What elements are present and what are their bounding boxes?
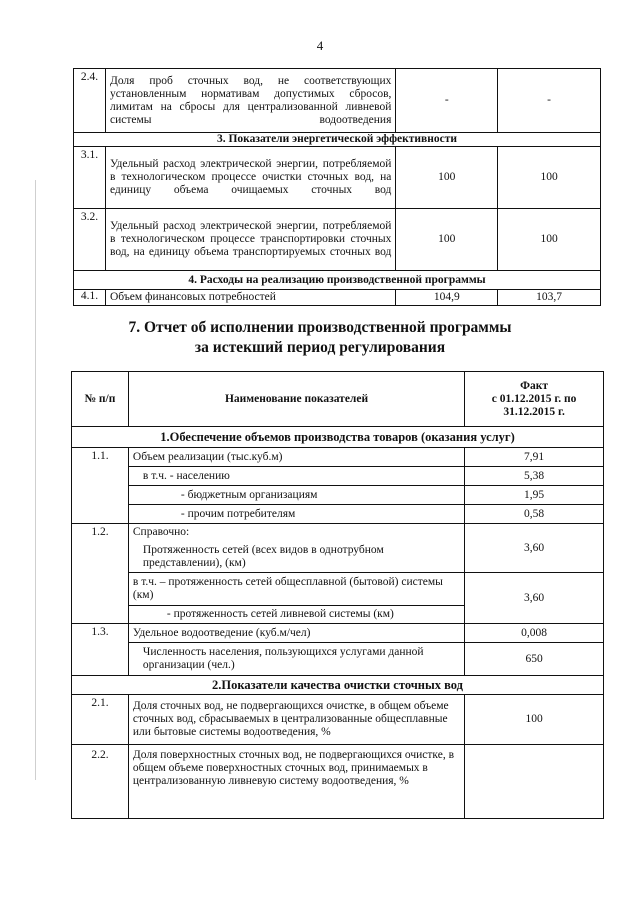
row-value: 650 [465, 643, 604, 676]
table-row [74, 69, 601, 133]
table-row [74, 209, 601, 271]
section-title: 4. Расходы на реализацию производственной программы [74, 271, 601, 290]
row-number: 1.1. [72, 448, 129, 524]
row-value: 7,91 [465, 448, 604, 467]
table-row [72, 467, 604, 486]
row-text: в т.ч. - населению [128, 467, 464, 486]
table-row [72, 448, 604, 467]
row-text: - бюджетным организациям [128, 486, 464, 505]
header-fact-line1: Факт [520, 379, 549, 392]
scan-edge [35, 180, 36, 780]
header-num: № п/п [72, 372, 129, 427]
row-number: 1.3. [72, 624, 129, 676]
row-number: 2.4. [74, 69, 106, 133]
table-row [74, 147, 601, 209]
section-row [72, 676, 604, 695]
header-fact [465, 372, 604, 427]
row-text: Удельный расход электрической энергии, потребляемой в технологическом процессе очистки сточных вод, на единицу объема очищаемых сточных вод [105, 147, 395, 209]
row-value-2: 100 [498, 147, 601, 209]
indicators-table [73, 68, 601, 306]
row-value: 3,60 [465, 524, 604, 573]
row-value-1: 100 [396, 209, 498, 271]
page-number: 4 [316, 38, 324, 53]
table-row [72, 524, 604, 573]
row-text: Численность населения, пользующихся услугами данной организации (чел.) [128, 643, 464, 676]
header-name: Наименование показателей [128, 372, 464, 427]
row-value: 0,58 [465, 505, 604, 524]
table-row [72, 573, 604, 606]
row-text: Доля поверхностных сточных вод, не подвергающихся очистке, в общем объеме поверхностных сточных вод, принимаемых в централизованную ливневую систему водоотведения, % [128, 745, 464, 819]
row-value: 0,008 [465, 624, 604, 643]
row-text: Объем финансовых потребностей [105, 290, 395, 306]
row-text: - протяженность сетей ливневой системы (км) [128, 606, 464, 624]
header-fact-line3: 31.12.2015 г. [503, 405, 565, 418]
table-row [72, 745, 604, 819]
table-row [74, 290, 601, 306]
row-value: 5,38 [465, 467, 604, 486]
row-text: Удельное водоотведение (куб.м/чел) [128, 624, 464, 643]
row-number: 3.2. [74, 209, 106, 271]
row-value: 3,60 [465, 573, 604, 624]
section-row [74, 271, 601, 290]
header-fact-line2: с 01.12.2015 г. по [491, 392, 577, 405]
row-text-group [128, 524, 464, 573]
table-row [72, 505, 604, 524]
row-value-1: - [396, 69, 498, 133]
row-number: 2.2. [72, 745, 129, 819]
row-value-2: - [498, 69, 601, 133]
row-text: Объем реализации (тыс.куб.м) [128, 448, 464, 467]
section-row [72, 427, 604, 448]
row-value: 100 [465, 695, 604, 745]
row-text: Протяженность сетей (всех видов в однотрубном представлении), (км) [142, 544, 384, 569]
row-number: 3.1. [74, 147, 106, 209]
row-value-1: 104,9 [396, 290, 498, 306]
table-row [72, 486, 604, 505]
table-row [72, 624, 604, 643]
row-value: 1,95 [465, 486, 604, 505]
section-title: 1.Обеспечение объемов производства товаров (оказания услуг) [72, 427, 604, 448]
row-text: - прочим потребителям [128, 505, 464, 524]
section-title: 2.Показатели качества очистки сточных вод [72, 676, 604, 695]
table-row [72, 643, 604, 676]
table-row [72, 695, 604, 745]
row-text: Справочно: [132, 526, 190, 538]
row-number: 1.2. [72, 524, 129, 624]
header-row [72, 372, 604, 427]
row-value-2: 103,7 [498, 290, 601, 306]
report-heading-line1: 7. Отчет об исполнении производственной программы [128, 319, 512, 336]
row-value-2: 100 [498, 209, 601, 271]
section-title: 3. Показатели энергетической эффективности [74, 133, 601, 147]
row-text: Удельный расход электрической энергии, потребляемой в технологическом процессе транспортировки сточных вод, на единицу объема транспортируемых сточных вод [105, 209, 395, 271]
report-table [71, 371, 604, 819]
row-number: 4.1. [74, 290, 106, 306]
report-heading-line2: за истекший период регулирования [194, 339, 446, 356]
row-text: Доля сточных вод, не подвергающихся очистке, в общем объеме сточных вод, сбрасываемых в централизованные общесплавные или бытовые системы водоотведения, % [128, 695, 464, 745]
row-text: в т.ч. – протяженность сетей общесплавной (бытовой) системы (км) [128, 573, 464, 606]
section-row [74, 133, 601, 147]
row-text: Доля проб сточных вод, не соответствующих установленным нормативам допустимых сбросов, лимитам на сбросы для централизованной ливневой системы водоотведения [105, 69, 395, 133]
row-number: 2.1. [72, 695, 129, 745]
row-value [465, 745, 604, 819]
row-value-1: 100 [396, 147, 498, 209]
